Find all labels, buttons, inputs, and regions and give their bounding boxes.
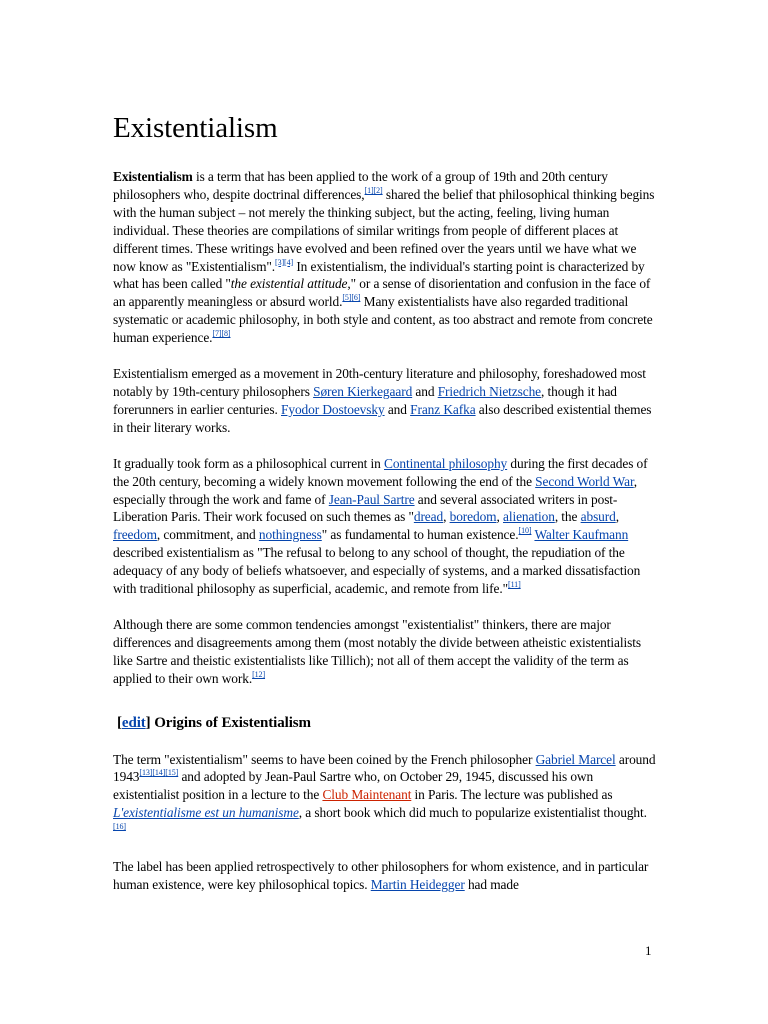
edit-link[interactable]: edit [121, 714, 146, 731]
link-existentialisme-humanisme[interactable]: L'existentialisme est un humanisme [113, 805, 299, 821]
text: and several associated writers in post-Liberation Paris. Their work focused on such themes as " [113, 491, 618, 525]
paragraph-origins [113, 751, 658, 841]
citation-link[interactable]: [10] [518, 526, 532, 536]
text: and [412, 383, 438, 399]
citation-link[interactable]: [2] [373, 185, 383, 195]
page-number: 1 [645, 943, 652, 958]
text: and [384, 401, 411, 417]
citation-link[interactable]: [15] [165, 768, 179, 778]
text: is a term that has been applied to the work of a group of 19th and 20th century philosophers who, despite doctrinal differences, [113, 169, 608, 202]
text: described existentialism as "The refusal to belong to any school of thought, the repudiation of the adequacy of any body of beliefs whatsoever, and especially of systems, and a marked dissatisfaction with traditional philosophy as superficial, academic, and remote from life." [113, 545, 641, 597]
citation[interactable] [342, 293, 360, 302]
citation-link[interactable]: [8] [221, 329, 231, 339]
bracket-open: [ [117, 714, 122, 731]
text: , [615, 509, 619, 525]
citation[interactable] [113, 822, 126, 831]
text: Although there are some common tendencies amongst "existentialist" thinkers, there are major differences and disagreements among them (most notably the divide between atheistic existentialists like Sartre and theistic existentialists like Tillich); not all of them accept the validity of the term as applied to their own work. [113, 616, 641, 686]
text: , [496, 509, 503, 525]
citation-link[interactable]: [12] [252, 669, 266, 679]
paragraph-differences [113, 616, 658, 688]
citation[interactable] [275, 258, 293, 267]
link-gabriel-marcel[interactable]: Gabriel Marcel [535, 751, 616, 767]
paragraph-continental [113, 455, 658, 598]
citation[interactable] [508, 580, 521, 589]
text: The term "existentialism" seems to have been coined by the French philosopher [113, 751, 536, 767]
citation[interactable] [365, 186, 383, 195]
link-nietzsche[interactable]: Friedrich Nietzsche [437, 383, 542, 399]
text: " as fundamental to human existence. [321, 527, 519, 543]
text: in Paris. The lecture was published as [411, 787, 613, 803]
citation[interactable] [212, 329, 230, 338]
text: around 1943 [113, 751, 656, 785]
citation[interactable] [519, 526, 532, 535]
link-sartre[interactable]: Jean-Paul Sartre [328, 491, 415, 507]
text: and adopted by Jean-Paul Sartre who, on October 29, 1945, discussed his own existentialist position in a lecture to the [113, 769, 594, 803]
citation-link[interactable]: [11] [508, 580, 521, 590]
link-club-maintenant[interactable]: Club Maintenant [322, 787, 412, 803]
paragraph-intro [113, 168, 658, 347]
citation-link[interactable]: [14] [152, 768, 166, 778]
text: It gradually took form as a philosophical current in [113, 455, 384, 471]
section-title: Origins of Existentialism [150, 714, 311, 731]
link-alienation[interactable]: alienation [503, 509, 555, 525]
link-nothingness[interactable]: nothingness [258, 527, 322, 543]
article-body [113, 110, 658, 912]
link-dostoevsky[interactable]: Fyodor Dostoevsky [281, 401, 385, 417]
text: ," or a sense of disorientation and confusion in the face of an apparently meaningless or absurd world. [113, 276, 651, 310]
citation-link[interactable]: [7] [212, 329, 222, 339]
edit-section [117, 715, 151, 731]
text: shared the belief that philosophical thinking begins with the human subject – not merely the thinking subject, but the acting, feeling, living human individual. These theories are compilations of similar writings from people of different places at different times. These writings have evolved and been refined over the years until we have what we now know as "Existentialism". [113, 186, 655, 274]
link-kafka[interactable]: Franz Kafka [410, 401, 476, 417]
italic-phrase: the existential attitude [230, 276, 348, 292]
text: Existentialism emerged as a movement in 20th-century literature and philosophy, foreshadowed most notably by 19th-century philosophers [113, 366, 646, 399]
link-heidegger[interactable]: Martin Heidegger [370, 877, 465, 892]
citation-link[interactable]: [6] [351, 293, 361, 303]
citation-link[interactable]: [1] [364, 185, 374, 195]
citation-link[interactable]: [13] [139, 768, 153, 778]
text: also described existential themes in their literary works. [113, 401, 652, 435]
text: Many existentialists have also regarded traditional systematic or academic philosophy, in both style and content, as too abstract and remote from concrete human experience. [113, 294, 653, 346]
section-heading [117, 713, 658, 733]
term-bold: Existentialism [113, 169, 193, 184]
link-continental-philosophy[interactable]: Continental philosophy [384, 455, 508, 471]
paragraph-emergence [113, 365, 658, 437]
link-freedom[interactable]: freedom [113, 527, 157, 543]
text: , the [554, 509, 581, 525]
link-kierkegaard[interactable]: Søren Kierkegaard [313, 383, 413, 399]
citation-link[interactable]: [5] [342, 293, 352, 303]
bracket-close: ] [145, 714, 151, 731]
link-kaufmann[interactable]: Walter Kaufmann [534, 527, 629, 543]
citation-link[interactable]: [16] [113, 822, 126, 832]
text: , commitment, and [156, 527, 259, 543]
citation[interactable] [139, 768, 178, 777]
citation-link[interactable]: [3] [275, 257, 285, 267]
link-second-world-war[interactable]: Second World War [535, 473, 634, 489]
page-title: Existentialism [113, 112, 278, 144]
text: during the first decades of the 20th century, becoming a widely known movement following the end of the [113, 455, 648, 489]
text: , though it had forerunners in earlier centuries. [113, 383, 617, 417]
citation-link[interactable]: [4] [284, 257, 294, 267]
text: , especially through the work and fame of [113, 473, 638, 507]
paragraph-label [113, 858, 658, 894]
text: had made [464, 877, 519, 892]
link-absurd[interactable]: absurd [580, 509, 616, 525]
text: , [443, 509, 450, 525]
text: , a short book which did much to popularize existentialist thought. [298, 805, 647, 821]
link-dread[interactable]: dread [413, 509, 444, 525]
citation[interactable] [252, 670, 265, 679]
text: In existentialism, the individual's starting point is characterized by what has been called " [113, 258, 645, 292]
link-boredom[interactable]: boredom [449, 509, 497, 525]
text: The label has been applied retrospectively to other philosophers for whom existence, and in particular human existence, were key philosophical topics. [113, 859, 649, 892]
